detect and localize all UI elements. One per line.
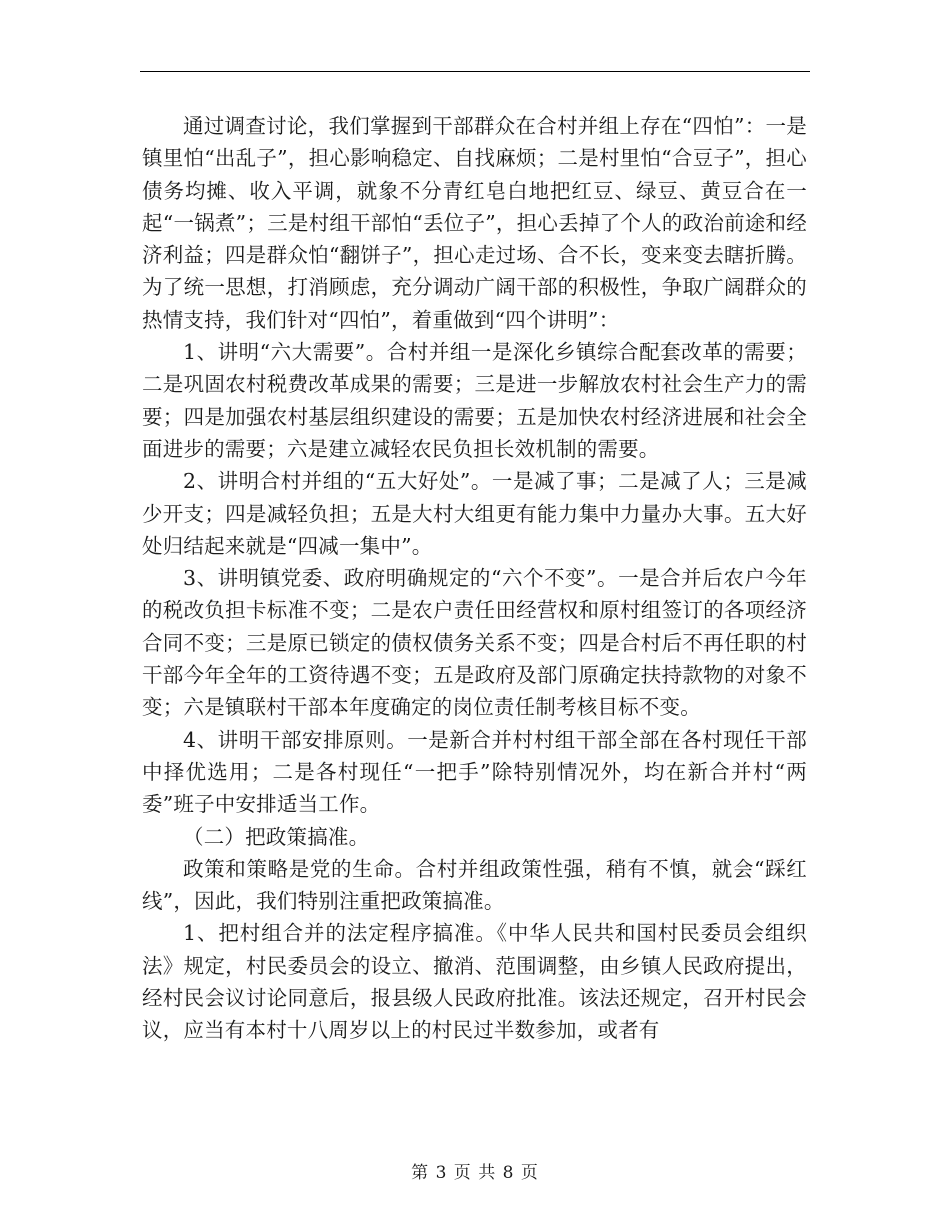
paragraph-policy: 政策和策略是党的生命。合村并组政策性强，稍有不慎，就会“踩红线”，因此，我们特别注重把政策搞准。 [142,856,807,914]
section-heading: （二）把政策搞准。 [183,824,370,849]
paragraph-procedure: 1、把村组合并的法定程序搞准。《中华人民共和国村民委员会组织法》规定，村民委员会的设立、撤消、范围调整，由乡镇人民政府提出，经村民会议讨论同意后，报县级人民政府批准。该法还规定，召开村民会议，应当有本村十八周岁以上的村民过半数参加，或者有 [142,921,807,1043]
paragraph-intro: 通过调查讨论，我们掌握到干部群众在合村并组上存在“四怕”：一是镇里怕“出乱子”，担心影响稳定、自找麻烦；二是村里怕“合豆子”，担心债务均摊、收入平调，就象不分青红皂白地把红豆、绿豆、黄豆合在一起“一锅煮”；三是村组干部怕“丢位子”，担心丢掉了个人的政治前途和经济利益；四是群众怕“翻饼子”，担心走过场、合不长，变来变去瞎折腾。为了统一思想，打消顾虑，充分调动广阔干部的积极性，争取广阔群众的热情支持，我们针对“四怕”，着重做到“四个讲明”： [142,114,807,332]
header-rule [140,71,810,72]
paragraph-point-4: 4、讲明干部安排原则。一是新合并村村组干部全部在各村现任干部中择优选用；二是各村现任“一把手”除特别情况外，均在新合并村“两委”班子中安排适当工作。 [142,727,807,817]
document-body [142,110,807,1047]
paragraph-point-2: 2、讲明合村并组的“五大好处”。一是减了事；二是减了人；三是减少开支；四是减轻负担；五是大村大组更有能力集中力量办大事。五大好处归结起来就是“四减一集中”。 [142,469,807,558]
paragraph-point-1: 1、讲明“六大需要”。合村并组一是深化乡镇综合配套改革的需要；二是巩固农村税费改革成果的需要；三是进一步解放农村社会生产力的需要；四是加强农村基层组织建设的需要；五是加快农村经济进展和社会全面进步的需要；六是建立减轻农民负担长效机制的需要。 [142,340,807,461]
paragraph-point-3: 3、讲明镇党委、政府明确规定的“六个不变”。一是合并后农户今年的税改负担卡标准不变；二是农户责任田经营权和原村组签订的各项经济合同不变；三是原已锁定的债权债务关系不变；四是合村后不再任职的村干部今年全年的工资待遇不变；五是政府及部门原确定扶持款物的对象不变；六是镇联村干部本年度确定的岗位责任制考核目标不变。 [142,566,807,720]
page-number-footer: 第 3 页 共 8 页 [411,1163,539,1183]
